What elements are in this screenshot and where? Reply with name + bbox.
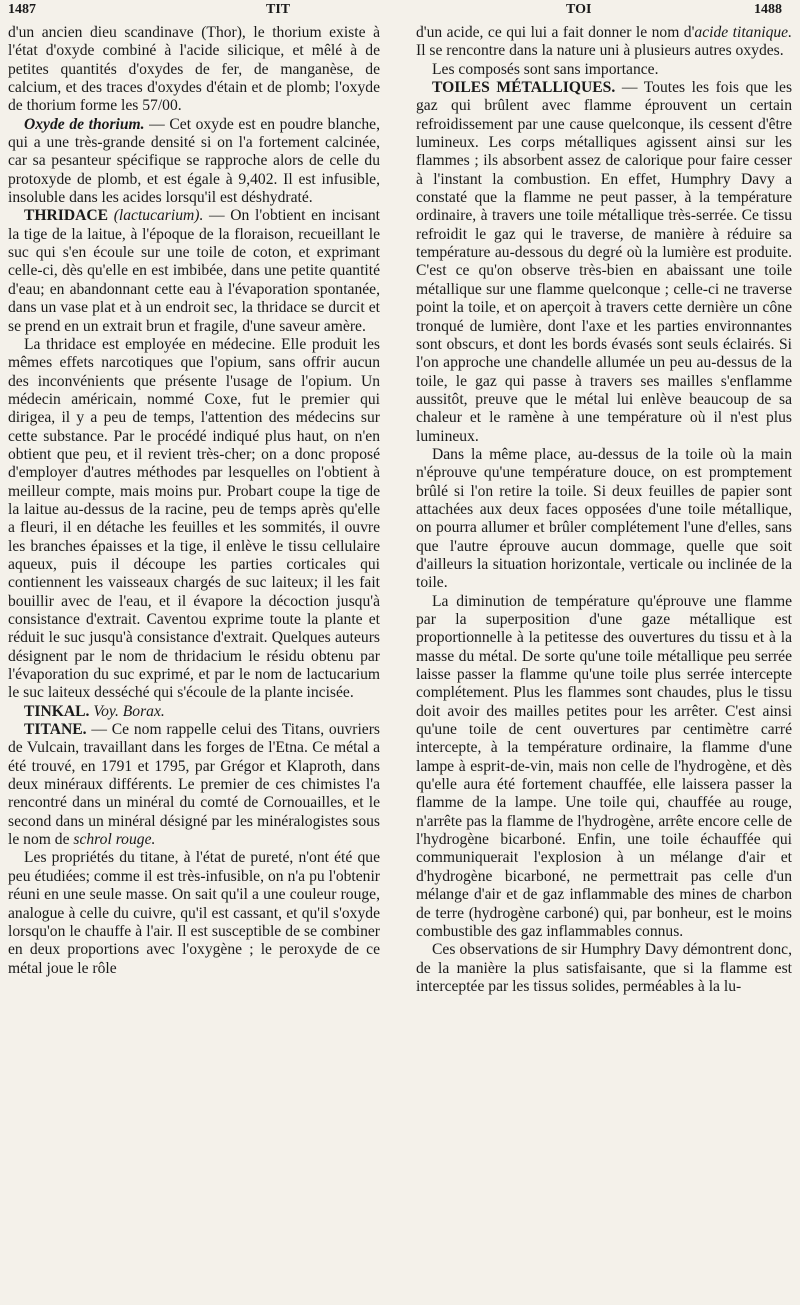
paragraph-compounds: Les composés sont sans importance. — [432, 60, 659, 78]
entry-term: THRIDACE — [24, 207, 109, 225]
entry-body: — Cet oxyde est en poudre blanche, qui a une très-grande densité si on l'a fortement calcinée, car sa pesanteur spécifique se rapproche alors de celle du protoxyde de plomb, et est égale à 9,402. Il est infusible, insoluble dans les acides lorsqu'il est déshydraté. — [8, 115, 380, 207]
entry-latin-name: (lactucarium). — [113, 207, 204, 225]
page-header — [0, 0, 800, 22]
left-column — [8, 24, 380, 978]
entry-tinkal — [8, 703, 380, 721]
entry-term: TINKAL. — [24, 702, 90, 720]
entry-term: Oxyde de thorium. — [24, 115, 145, 133]
paragraph-thorium-intro: d'un ancien dieu scandinave (Thor), le thorium existe à l'état d'oxyde combiné à l'acide silicique, et mêlé à de petites quantités d'oxydes de fer, de manganèse, de calcium, et des traces d'oxydes d'étain et de plomb; l'oxyde de thorium forme les 57/00. — [8, 24, 380, 115]
paragraph-temperature-diminution: La diminution de température qu'éprouve une flamme par la superposition d'une gaze métallique est proportionnelle à la petitesse des ouvertures du tissu et à la masse du métal. De sorte qu'une toile métallique peu serrée laisse passer la flamme qu'une toile plus serrée intercepte complétement. Plus les flammes sont chaudes, plus le tissu doit avoir des mailles petites pour les arrêter. C'est ainsi qu'une toile de cent ouvertures par centimètre carré intercepte, à la température ordinaire, la flamme d'une lampe à esprit-de-vin, mais non celle de l'hydrogène, et dès qu'elle aura été fortement chauffée, elle laissera passer la flamme de la lampe. Une toile qui, chauffée au rouge, n'arrête pas la flamme de l'hydrogène, arrête encore celle de l'hydrogène bicarboné. Enfin, une toile échauffée qui communiquerait l'explosion à un mélange d'air et d'hydrogène bicarboné, ne permettrait pas celle d'un mélange d'air et de gaz inflammable des mines de charbon de terre (hydrogène carboné) qui, par bonheur, est le moins combustible des gaz inflammables connus. — [416, 592, 792, 940]
page-number-right: 1488 — [754, 2, 782, 17]
paragraph-titane-continued — [416, 24, 792, 61]
entry-body: — On l'obtient en incisant la tige de la laitue, à l'époque de la floraison, recueillant le suc qui s'en écoule sur une toile de coton, et exprimant celle-ci, dès qu'elle en est imbibée, dans une petite quantité d'eau; en abandonnant cette eau à l'évaporation spontanée, dans un vase plat et à un endroit sec, la thridace se durcit et se prend en un extrait brun et fragile, d'une saveur amère. — [8, 207, 380, 335]
entry-titane — [8, 721, 380, 849]
entry-term: TOILES MÉTALLIQUES. — [432, 79, 616, 97]
entry-toiles-metalliques — [416, 79, 792, 446]
paragraph-titane-properties: Les propriétés du titane, à l'état de pureté, n'ont été que peu étudiées; comme il est très-infusible, on n'a pu l'obtenir réuni en une seule masse. On sait qu'il a une couleur rouge, analogue à celle du cuivre, qu'il est cassant, et qu'il s'oxyde lorsqu'on le chauffe à l'air. Il est susceptible de se combiner en deux proportions avec l'oxygène ; le peroxyde de ce métal joue le rôle — [8, 849, 380, 977]
paragraph-thridace-medicine: La thridace est employée en médecine. Elle produit les mêmes effets narcotiques que l'opium, sans offrir aucun des inconvénients que présente l'usage de l'opium. Un médecin américain, nommé Coxe, fut le premier qui dirigea, il y a peu de temps, l'attention des médecins sur cette substance. Par le procédé indiqué plus haut, on n'en obtient que peu, et il revient très-cher; on a donc proposé d'employer d'autres méthodes par lesquelles on l'obtient à meilleur compte, mais moins pur. Probart coupe la tige de la laitue au-dessus de la racine, peu de temps après qu'elle a fleuri, il en détache les feuilles et les sommités, il ouvre les branches épaisses et la tige, il enlève le tissu cellulaire aqueux, puis il découpe les parties corticales qui contiennent les vaisseaux chargés de suc laiteux; il les fait bouillir avec de l'eau, et il évapore la décoction jusqu'à consistance d'extrait. Caventou exprime toute la plante et réduit le suc jusqu'à consistance d'extrait. Quelques auteurs désignent par le nom de thridacium le résidu obtenu par l'évaporation du suc exprimé, et par le nom de lactucarium le suc laiteux desséché qui s'écoule de la plante incisée. — [8, 335, 380, 702]
entry-emphasis: acide titanique. — [694, 24, 792, 41]
text-run: d'un acide, ce qui lui a fait donner le nom d' — [416, 24, 695, 41]
entry-term: TITANE. — [24, 721, 87, 739]
paragraph-toile-place: Dans la même place, au-dessus de la toile où la main n'éprouve qu'une température douce, on est promptement brûlé si l'on retire la toile. Si deux feuilles de papier sont attachées aux deux faces opposées d'une toile métallique, on pourra allumer et brûler complétement l'une d'elles, sans que l'autre éprouve aucun dommage, quelle que soit d'ailleurs la situation horizontale, verticale ou inclinée de la toile. — [416, 445, 792, 592]
entry-crossref: Voy. Borax. — [89, 702, 165, 720]
paragraph-davy-observations: Ces observations de sir Humphry Davy démontrent donc, de la manière la plus satisfaisante, que si la flamme est interceptée par les tissus solides, perméables à la lu- — [416, 941, 792, 995]
entry-thridace — [8, 207, 380, 335]
entry-body: — Toutes les fois que les gaz qui brûlent avec flamme éprouvent un certain refroidissement par une cause quelconque, ils cessent d'être lumineux. Les corps métalliques agissent ainsi sur les flammes ; ils absorbent assez de calorique pour faire cesser à l'instant la combustion. En effet, Humphry Davy a constaté que la flamme ne peut passer, à la température ordinaire, à travers une toile métallique très-serrée. Ce tissu refroidit le gaz qui le traverse, de manière à réduire sa température au-dessous du degré où la lumière est produite. C'est ce qu'on observe très-bien en abaissant une toile métallique sur une flamme quelconque ; celle-ci ne traverse point la toile, et on aperçoit à travers cette dernière un cône tronqué de lumière, dont l'axe et les parties environnantes sont obscurs, et dont les bords évasés sont seuls éclairés. Si l'on approche une chandelle allumée un peu au-dessus de la toile, le gaz qui passe à travers ses mailles s'enflamme aussitôt, preuve que le métal lui enlève beaucoup de sa chaleur et le ramène à une température où il n'est plus lumineux. — [416, 79, 793, 445]
running-head-right: TOI — [566, 2, 592, 17]
page-number-left: 1487 — [8, 2, 36, 17]
entry-oxyde-de-thorium — [8, 116, 380, 208]
entry-body: — Ce nom rappelle celui des Titans, ouvriers de Vulcain, travaillant dans les forges de l'Etna. Ce métal a été trouvé, en 1791 et 1795, par Grégor et Klaproth, dans deux minéraux différents. Le premier de ces chimistes l'a rencontré dans un minéral du comté de Cornouailles, et le second dans un minéral désigné par les minéralogistes sous le nom de — [8, 721, 380, 849]
entry-emphasis: schrol rouge. — [73, 831, 156, 849]
right-column — [416, 24, 792, 996]
text-run: Il se rencontre dans la nature uni à plusieurs autres oxydes. — [416, 42, 784, 60]
running-head-left: TIT — [266, 2, 291, 17]
